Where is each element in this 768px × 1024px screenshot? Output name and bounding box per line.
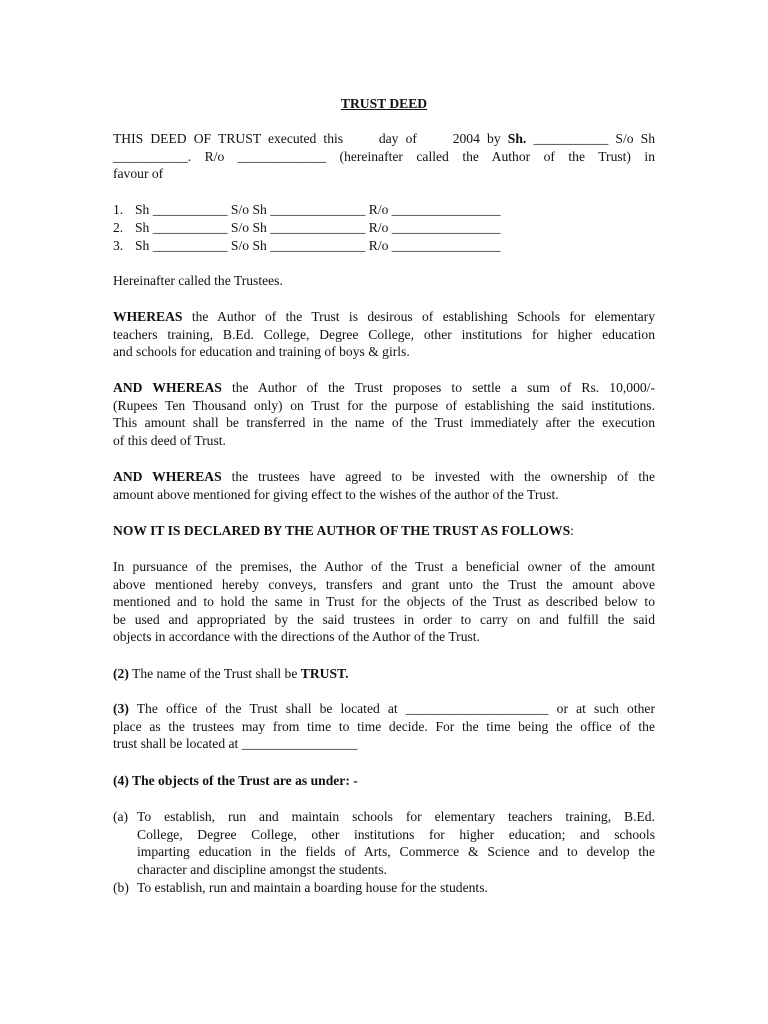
whereas-paragraph-2: AND WHEREAS the Author of the Trust proposes to settle a sum of Rs. 10,000/- (Rupees Ten Thousand only) on Trust for the purpose of establishing the said institutions. This amount shall be transferred in the name of the Trust immediately after the execution of this deed of Trust. — [113, 380, 655, 448]
clause-2: (2) The name of the Trust shall be TRUST. — [113, 666, 349, 681]
intro-line-2: ___________. R/o _____________ (hereinafter called the Author of the Trust) in — [113, 148, 655, 164]
document-title: TRUST DEED — [340, 96, 428, 111]
document-page: TRUST DEED THIS DEED OF TRUST executed this day of 2004 by Sh. ___________ S/o Sh ___________. R/o _____________ (hereinafter called the Author of the Trust) in favour of 1. Sh ___________ S/o Sh ______________ R/o ________________ 2. Sh ___________ S/o Sh ______________ R/o ________________ 3. Sh ___________ S/o Sh ______________ R/o ________________ Hereinafter called the Trustees. WHEREAS the Author of the Trust is desirous of establishing Schools for elementary teachers training, B.Ed. College, Degree College, other institutions for higher education and schools for education and training of boys & girls. AND WHEREAS the Author of the Trust proposes to settle a sum of Rs. 10,000/- (Rupees Ten Thousand only) on Trust for the purpose of establishing the said institutions. This amount shall be transferred in the name of the Trust immediately after the execution of this deed of Trust. AND WHEREAS the trustees have agreed to be invested with the ownership of the amount above mentioned for giving effect to the wishes of the author of the Trust. NOW IT IS DECLARED BY THE AUTHOR OF THE TRUST AS FOLLOWS: In pursuance of the premises, the Author of the Trust a beneficial owner of the amount above mentioned hereby conveys, transfers and grant unto the Trust the amount above mentioned and to hold the same in Trust for the objects of the Trust as described below to be used and appropriated by the said trustees in order to carry on and fulfill the said objects in accordance with the directions of the Author of the Trust. (2) The name of the Trust shall be TRUST. (3) The office of the Trust shall be located at _____________________ or at such other place as the trustees may from time to time decide. For the time being the office of the trust shall be located at _________________ (4) The objects of the Trust are as under: - (a) To establish, run and maintain schools for elementary teachers training, B.Ed. College, Degree College, other institutions for higher education; and schools imparting education in the fields of Arts, Commerce & Science and to develop the character and discipline amongst the students. (b) To establish, run and maintain a boarding house for the students. — [0, 0, 768, 1024]
pursuance-paragraph: In pursuance of the premises, the Author of the Trust a beneficial owner of the amount above mentioned hereby conveys, transfers and grant unto the Trust the amount above mentioned and to hold the same in Trust for the objects of the Trust as described below to be used and appropriated by the said trustees in order to carry on and fulfill the said objects in accordance with the directions of the Author of the Trust. — [113, 559, 655, 645]
hereinafter-paragraph: Hereinafter called the Trustees. — [113, 273, 283, 288]
trustee-row-2: 2. Sh ___________ S/o Sh ______________ R/o ________________ — [113, 220, 501, 235]
trustee-row-3: 3. Sh ___________ S/o Sh ______________ R/o ________________ — [113, 238, 501, 253]
intro-line-1: THIS DEED OF TRUST executed this day of 2004 by Sh. ___________ S/o Sh — [113, 131, 656, 146]
whereas-paragraph-1: WHEREAS the Author of the Trust is desirous of establishing Schools for elementary teachers training, B.Ed. College, Degree College, other institutions for higher education and schools for education and training of boys & girls. — [113, 309, 655, 360]
whereas-paragraph-3: AND WHEREAS the trustees have agreed to be invested with the ownership of the amount above mentioned for giving effect to the wishes of the author of the Trust. — [113, 469, 655, 502]
declaration-heading: NOW IT IS DECLARED BY THE AUTHOR OF THE TRUST AS FOLLOWS: — [113, 523, 574, 538]
clause-4-heading: (4) The objects of the Trust are as under: - — [113, 773, 358, 788]
object-label: (a) — [113, 809, 129, 824]
intro-line-3: favour of — [113, 166, 164, 182]
object-label: (b) — [113, 880, 129, 895]
clause-3: (3) The office of the Trust shall be located at _____________________ or at such other place as the trustees may from time to time decide. For the time being the office of the trust shall be located at _________________ — [113, 701, 655, 752]
intro-paragraph — [113, 130, 655, 183]
trustee-row-1: 1. Sh ___________ S/o Sh ______________ R/o ________________ — [113, 202, 501, 217]
